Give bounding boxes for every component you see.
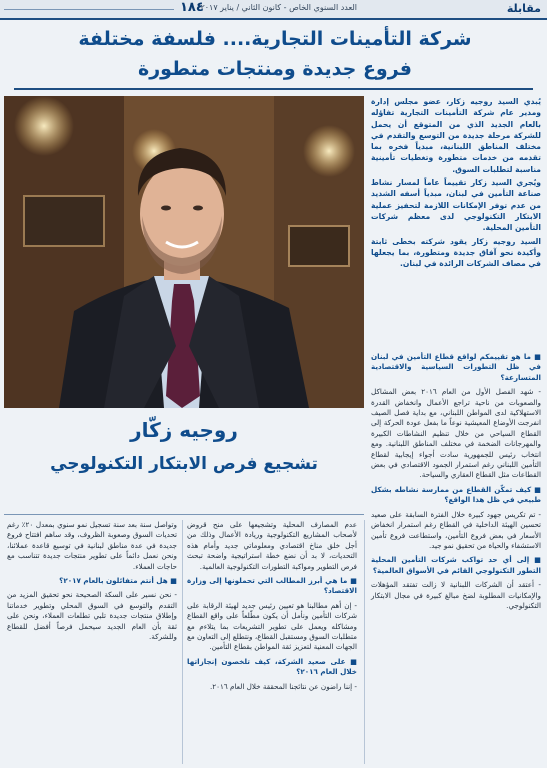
portrait-photo <box>4 96 364 408</box>
answer: - إن أهم مطالبنا هو تعيين رئيس جديد لهيئة الرقابة على شركات التأمين ونأمل أن يكون مطّلعاً على واقع القطاع ومشاكله ويعمل على تطوير التشريعات بما يتلاءم مع متطلبات السوق ومستقبل القطاع، ونتطلع إلى التعاون مع الجهات المعنية لتعزيز ثقة المواطن بقطاع التأمين. <box>187 600 357 652</box>
middle-column <box>187 520 357 696</box>
page-number: ١٨٤ <box>180 0 204 15</box>
interviewee-name: روجيه زكّار <box>130 418 238 442</box>
intro-paragraph: السيد روجيه زكار يقود شركته بخطى ثابتة وأكيدة نحو آفاق جديدة ومتطورة، بما يجعلها في مصاف الشركات الرائدة في لبنان. <box>371 236 541 269</box>
question: ■ ما هي أبرز المطالب التي تحملونها إلى وزارة الاقتصاد؟ <box>187 576 357 596</box>
answer: - إننا راضون عن نتائجنا المحققة خلال العام ٢٠١٦. <box>209 681 357 691</box>
article-headline <box>30 24 520 84</box>
header-rule <box>4 9 174 10</box>
question: ■ إلى أي حد تواكب شركات التأمين المحلية التطور التكنولوجي القائم في الأسواق العالمية؟ <box>371 555 541 575</box>
column-divider <box>364 520 365 764</box>
answer: - نحن نسير على السكة الصحيحة نحو تحقيق المزيد من التقدم والتوسع في السوق المحلي وتطوير خدماتنا وإطلاق منتجات جديدة تلبي تطلعات العملاء، ونحن على ثقة بأن العام الجديد سيحمل فرصاً أفضل للقطاع وللشركة. <box>7 590 177 642</box>
answer: عدم المصارف المحلية وتشجيعها على منح قروض لأصحاب المشاريع التكنولوجية وريادة الأعمال وذلك من أجل خلق مناخ اقتصادي ومعلوماتي جديد وأمام هذه التحديات، لا بد أن نضع خطة استراتيجية واضحة تبحث فرص التطوير ومواكبة التطورات التكنولوجية العالمية. <box>187 520 357 571</box>
right-column <box>371 352 541 615</box>
answer: - شهد الفصل الأول من العام ٢٠١٦ بعض المشاكل والصعوبات من ناحية تراجع الأعمال وانخفاض القدرة الاستهلاكية لدى المواطن اللبناني، مع بداية فصل الصيف انفرجت الأوضاع المعيشية نوعاً ما بفعل عودة الحركة إلى القطاع السياحي من خلال تنظيم النشاطات الكبيرة والمهرجانات الضخمة في مختلف المناطق اللبنانية. ومع انتخاب رئيس للجمهورية سادت أجواء إيجابية لقطاع التأمين اللبناني رغم استمرار الجمود الاقتصادي في بعض القطاعات مثل القطاع العقاري والسياحة. <box>371 387 541 480</box>
intro-paragraphs <box>371 96 541 271</box>
headline-line-2: فروع جديدة ومنتجات متطورة <box>138 58 412 80</box>
portrait-illustration <box>4 96 364 408</box>
question: ■ على صعيد الشركة، كيف تلخصون إنجازاتها خلال العام ٢٠١٦؟ <box>187 656 357 677</box>
left-column <box>7 520 177 646</box>
question: ■ ما هو تقييمكم لواقع قطاع التأمين في لبنان في ظل التطورات السياسية والاقتصادية المتسارعة؟ <box>371 352 541 382</box>
page-header <box>0 0 547 20</box>
column-divider <box>182 520 183 764</box>
section-label: مقابلة <box>506 2 541 15</box>
answer: - تم تكريس جهود كبيرة خلال الفترة السابقة على صعيد تحسين الهيئة الداخلية في القطاع رغم استمرار انخفاض الأسعار في بعض فروع التأمين، واستطاعت فروع تأمين الاستشفاء والحياة من تحقيق نمو جيد. <box>371 509 541 550</box>
intro-paragraph: يُبدي السيد روجيه زكار، عضو مجلس إدارة ومدير عام شركة التأمينات التجارية تفاؤله بالعام الجديد الذي من المتوقع أن يحمل للشركة مرحلة جديدة من التوسع والتقدم في مختلف المناطق اللبنانية، مبدياً فخره بما تقدمه من خدمات متطورة وتغطيات تأمينية مناسبة لتطلبات السوق. <box>371 97 541 174</box>
headline-rule <box>14 88 533 90</box>
intro-paragraph: ويُجري السيد زكار تقييماً عاماً لمسار نشاط صناعة التأمين في لبنان، مبدياً أسفه الشديد من عدم توفر الإمكانات اللازمة لتحفيز عملية الابتكار التكنولوجي لدى معظم شركات التأمين المحلية. <box>371 178 541 233</box>
caption-rule <box>4 514 364 515</box>
caption-tagline: تشجيع فرص الابتكار التكنولوجي <box>50 454 318 474</box>
headline-line-1: شركة التأمينات التجارية.... فلسفة مختلفة <box>78 28 472 50</box>
photo-caption <box>4 410 364 514</box>
issue-info: العدد السنوي الخاص - كانون الثاني / يناير ٢٠١٧ <box>200 3 357 12</box>
answer: وتواصل سنة بعد سنة تسجيل نمو سنوي بمعدل ٢٠٪ رغم تحديات السوق وصعوبة الظروف، وقد ساهم افتتاح فروع جديدة في عدة مناطق لبنانية في توسيع قاعدة عملائنا، ونحن نعمل دائماً على تطوير منتجات جديدة تتناسب مع حاجات العملاء. <box>7 520 177 571</box>
question: ■ كيف تمكّن القطاع من ممارسة نشاطه بشكل طبيعي في ظل هذا الواقع؟ <box>371 484 541 505</box>
answer: - أعتقد أن الشركات اللبنانية لا زالت تفتقد المؤهلات والإمكانيات المطلوبة لضخ مبالغ كبيرة في مجال الابتكار التكنولوجي. <box>371 580 541 610</box>
question: ■ هل أنتم متفائلون بالعام ٢٠١٧؟ <box>59 576 177 586</box>
